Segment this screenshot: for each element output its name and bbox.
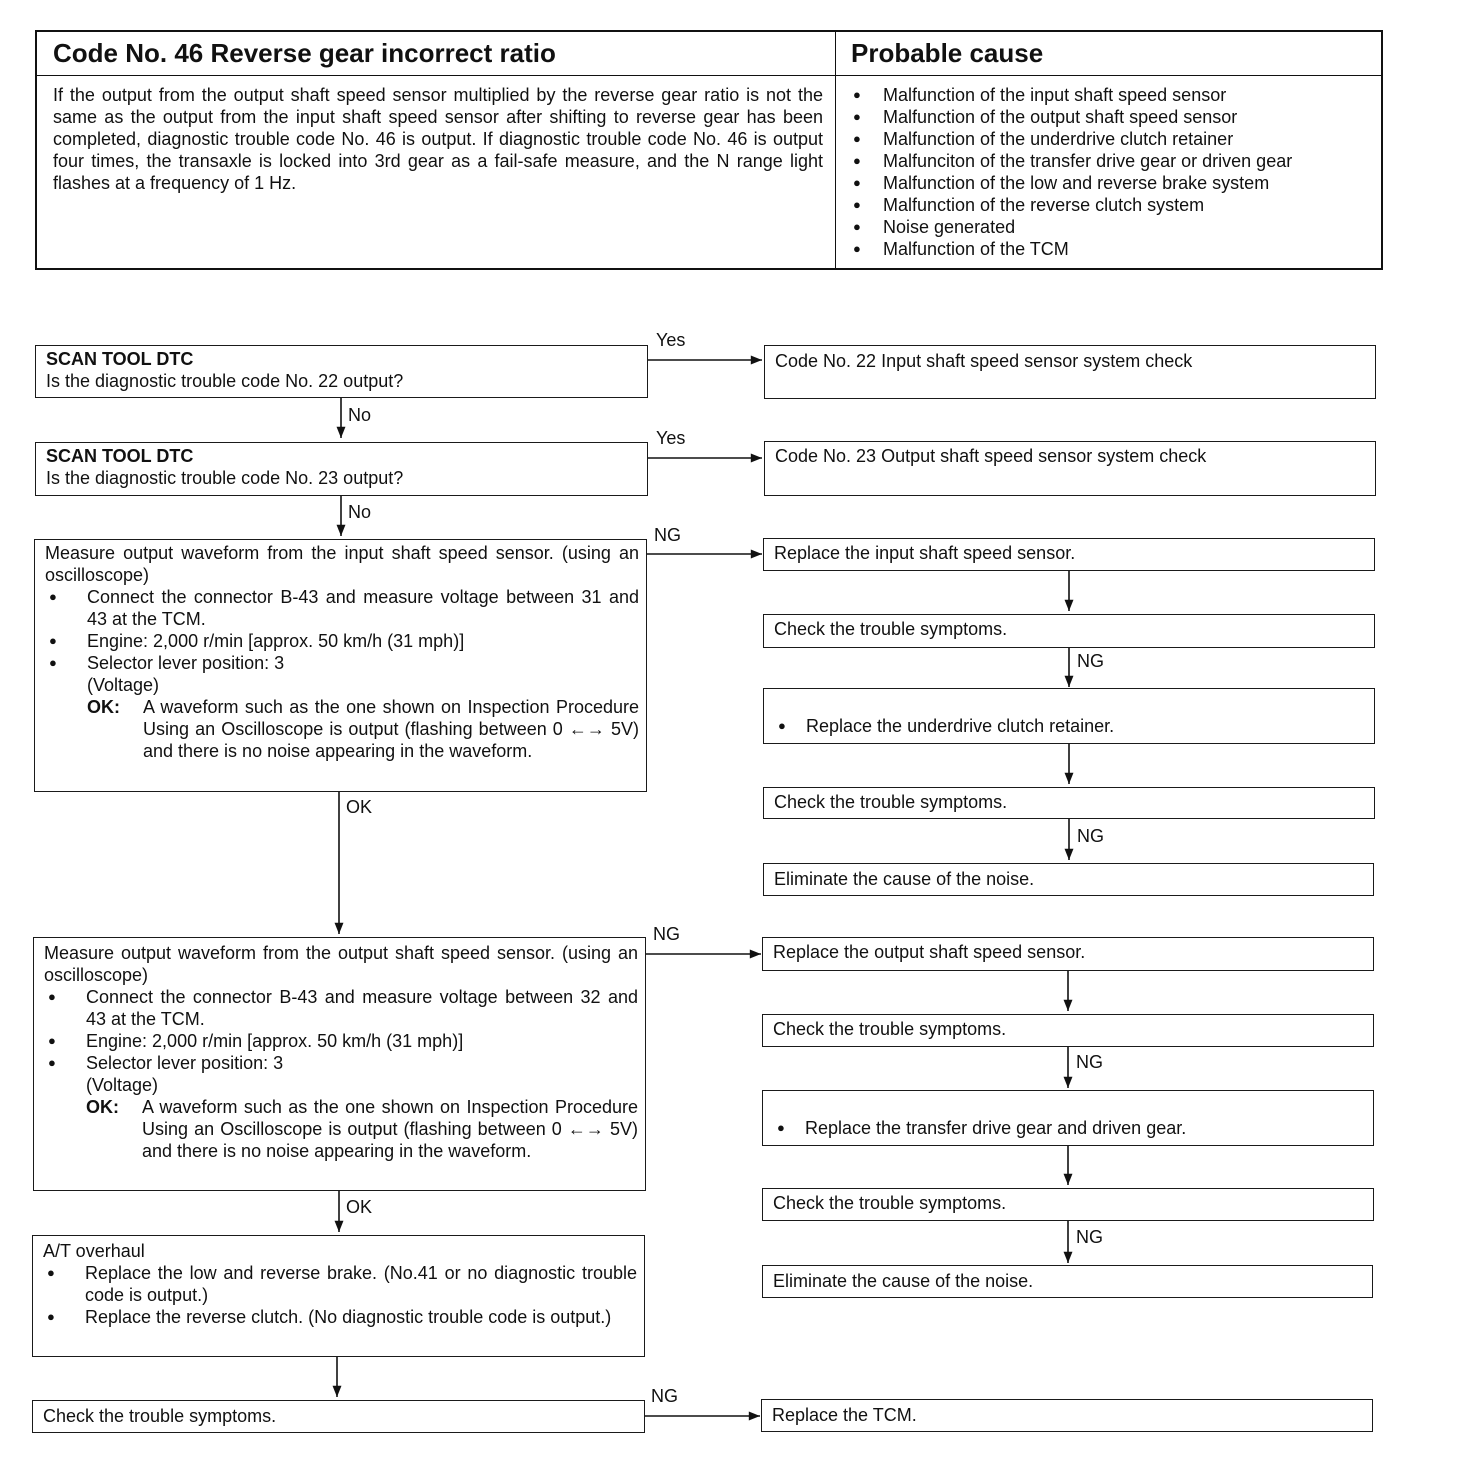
input-sensor-measure-box [34,539,647,792]
cause-item: ● Malfunction of the reverse clutch system [849,194,1292,216]
measure-step: ● Engine: 2,000 r/min [approx. 50 km/h (31 mph)] [44,1030,638,1052]
check-symptoms-box [763,787,1375,819]
check-symptoms-box [763,614,1375,648]
cause-item: ● Malfunction of the TCM [849,238,1292,260]
measure-step: ● Engine: 2,000 r/min [approx. 50 km/h (31 mph)] [45,630,639,652]
check-symptoms-box [762,1014,1374,1047]
cause-item: ● Malfunction of the underdrive clutch retainer [849,128,1292,150]
voltage-label: (Voltage) [87,675,160,695]
label-yes: Yes [656,428,686,448]
label-ng: NG [1077,826,1104,846]
ok-label: OK: [86,1097,119,1117]
ok-label: OK: [87,697,120,717]
label-ng: NG [651,1386,678,1406]
label-ok: OK [346,1197,373,1217]
voltage-label: (Voltage) [86,1075,159,1095]
dtc23-question-box [35,442,648,496]
label-no: No [348,502,372,522]
step-text: Replace the TCM. [772,1405,917,1425]
scan-tool-heading: SCAN TOOL DTC [46,446,194,466]
measure-instruction: Measure output waveform from the output shaft speed sensor. (using an oscilloscope) [44,943,638,985]
label-ng: NG [1076,1227,1103,1247]
step-text: Eliminate the cause of the noise. [773,1271,1034,1291]
label-yes: Yes [656,330,686,350]
dtc22-check-text: Code No. 22 Input shaft speed sensor system check [775,351,1193,371]
cause-item: ● Malfunction of the output shaft speed sensor [849,106,1292,128]
step-text: Check the trouble symptoms. [774,792,1008,812]
step-text: Check the trouble symptoms. [773,1019,1007,1039]
code-title: Code No. 46 Reverse gear incorrect ratio [53,38,556,68]
replace-input-sensor-box [763,538,1375,571]
ok-text: A waveform such as the one shown on Inspection Procedure Using an Oscilloscope is output (flashing between 0 ←→ 5V) and there is no noise appearing in the waveform. [142,1097,638,1161]
step-text: Check the trouble symptoms. [773,1193,1007,1213]
replace-clutch-retainer-box [763,688,1375,744]
step-text: Check the trouble symptoms. [43,1406,277,1426]
overhaul-box [32,1235,645,1357]
measure-step: ● Selector lever position: 3 [44,1052,638,1074]
dtc22-question: Is the diagnostic trouble code No. 22 output? [46,371,404,391]
cause-item: ● Noise generated [849,216,1292,238]
label-ng: NG [1076,1052,1103,1072]
ok-criteria [44,1096,638,1162]
dtc22-question-box [35,345,648,398]
final-check-box [32,1400,645,1433]
replace-transfer-gear-box [762,1090,1374,1146]
output-sensor-measure-box [33,937,646,1191]
eliminate-noise-box [763,863,1374,896]
step-text: Check the trouble symptoms. [774,619,1008,639]
label-no: No [348,405,372,425]
label-ng: NG [653,924,680,944]
step-text: ● Replace the underdrive clutch retainer. [774,715,1364,737]
label-ng: NG [1077,651,1104,671]
dtc22-check-box [764,345,1376,399]
measure-step: ● Selector lever position: 3 [45,652,639,674]
cause-title: Probable cause [851,38,1044,68]
label-ng: NG [654,525,681,545]
label-ok: OK [346,797,373,817]
eliminate-noise-box [762,1265,1373,1298]
step-text: Eliminate the cause of the noise. [774,869,1035,889]
replace-tcm-box [761,1399,1373,1432]
cause-item: ● Malfunciton of the transfer drive gear or driven gear [849,150,1292,172]
check-symptoms-box [762,1188,1374,1221]
dtc23-question: Is the diagnostic trouble code No. 23 output? [46,468,404,488]
overhaul-step: ● Replace the low and reverse brake. (No.41 or no diagnostic trouble code is output.) [43,1262,637,1306]
code-description: If the output from the output shaft speed sensor multiplied by the reverse gear ratio is not the same as the output from the input shaft speed sensor after shifting to reverse gear has been completed, diagnostic trouble code No. 46 is output. If diagnostic trouble code No. 46 is output four times, the transaxle is locked into 3rd gear as a fail-safe measure, and the N range light flashes at a frequency of 1 Hz. [53,85,823,193]
step-text: ● Replace the transfer drive gear and driven gear. [773,1117,1363,1139]
ok-text: A waveform such as the one shown on Inspection Procedure Using an Oscilloscope is output (flashing between 0 ←→ 5V) and there is no noise appearing in the waveform. [143,697,639,761]
overhaul-heading: A/T overhaul [43,1241,145,1261]
dtc23-check-text: Code No. 23 Output shaft speed sensor system check [775,446,1207,466]
measure-instruction: Measure output waveform from the input shaft speed sensor. (using an oscilloscope) [45,543,639,585]
overhaul-step: ● Replace the reverse clutch. (No diagnostic trouble code is output.) [43,1306,637,1328]
cause-item: ● Malfunction of the low and reverse brake system [849,172,1292,194]
measure-step: ● Connect the connector B-43 and measure voltage between 31 and 43 at the TCM. [45,586,639,630]
step-text: Replace the input shaft speed sensor. [774,543,1076,563]
ok-criteria [45,696,639,762]
cause-item: ● Malfunction of the input shaft speed sensor [849,84,1292,106]
replace-output-sensor-box [762,937,1374,971]
scan-tool-heading: SCAN TOOL DTC [46,349,194,369]
step-text: Replace the output shaft speed sensor. [773,942,1086,962]
measure-step: ● Connect the connector B-43 and measure voltage between 32 and 43 at the TCM. [44,986,638,1030]
dtc23-check-box [764,441,1376,496]
